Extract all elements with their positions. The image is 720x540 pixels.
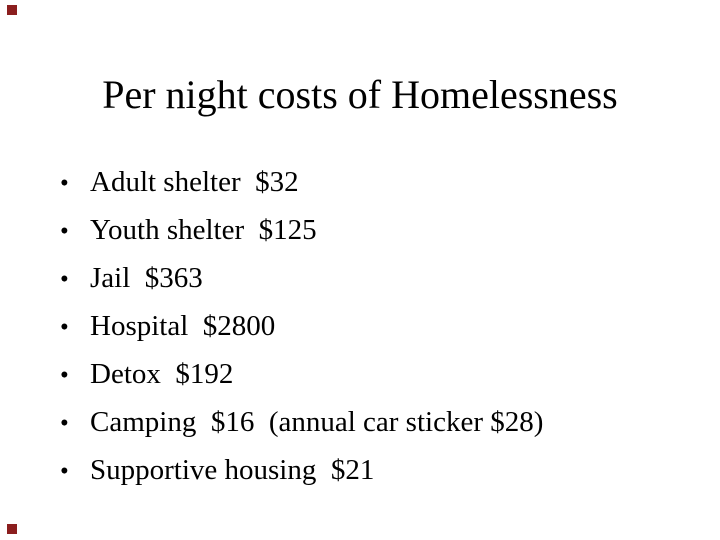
bullet-text: Hospital $2800: [90, 310, 276, 342]
bullet-icon: •: [60, 362, 69, 389]
bullet-icon: •: [60, 314, 69, 341]
list-item: [60, 447, 543, 495]
list-item: [60, 207, 543, 255]
bullet-list: [60, 159, 543, 495]
list-item: [60, 351, 543, 399]
bullet-text: Youth shelter $125: [90, 214, 317, 246]
bullet-icon: •: [60, 170, 69, 197]
bullet-text: Adult shelter $32: [90, 166, 299, 198]
slide-title: Per night costs of Homelessness: [102, 72, 618, 117]
corner-marker-bottom-left-icon: [7, 524, 17, 534]
list-item: [60, 303, 543, 351]
bullet-icon: •: [60, 410, 69, 437]
list-item: [60, 255, 543, 303]
bullet-icon: •: [60, 218, 69, 245]
bullet-icon: •: [60, 266, 69, 293]
bullet-text: Detox $192: [90, 358, 234, 390]
list-item: [60, 399, 543, 447]
corner-marker-top-left-icon: [7, 5, 17, 15]
bullet-text: Jail $363: [90, 262, 203, 294]
bullet-text: Camping $16 (annual car sticker $28): [90, 406, 544, 438]
bullet-icon: •: [60, 458, 69, 485]
bullet-text: Supportive housing $21: [90, 454, 375, 486]
list-item: [60, 159, 543, 207]
